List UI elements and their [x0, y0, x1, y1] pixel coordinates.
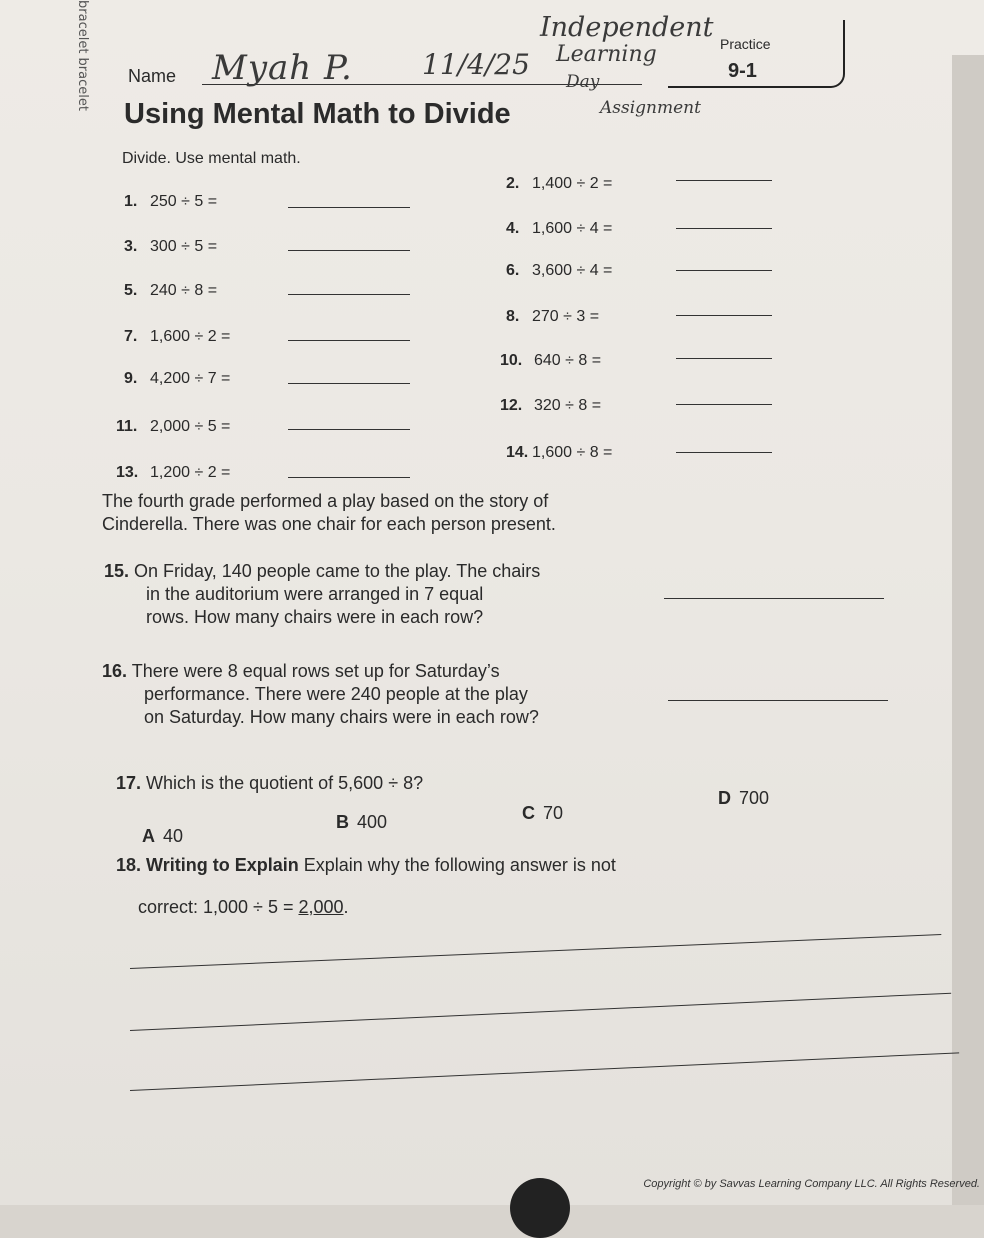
question-text: There were 8 equal rows set up for Saturday’s — [131, 661, 500, 681]
choice-value: 70 — [543, 803, 564, 823]
problem-expression: 320 ÷ 8 = — [534, 397, 602, 414]
problem-expression: 1,600 ÷ 4 = — [532, 220, 613, 237]
date-value: 11/4/25 — [422, 48, 530, 81]
choice-value: 400 — [357, 812, 388, 832]
problem-expression: 250 ÷ 5 = — [150, 193, 218, 210]
handwritten-note: Independent — [540, 12, 714, 43]
problem-4 — [506, 220, 612, 238]
practice-label: Practice — [720, 36, 771, 52]
answer-blank[interactable] — [288, 383, 410, 384]
problem-expression: 1,600 ÷ 2 = — [150, 328, 231, 345]
question-text: Which is the quotient of 5,600 ÷ 8? — [146, 773, 424, 793]
problem-number: 4. — [506, 220, 520, 237]
answer-blank[interactable] — [676, 404, 772, 405]
answer-blank[interactable] — [288, 250, 410, 251]
equation-text: correct: 1,000 ÷ 5 = — [138, 897, 299, 917]
choice-a[interactable] — [142, 826, 183, 847]
lesson-label: 9-1 — [728, 60, 757, 82]
problem-2 — [506, 175, 612, 193]
answer-blank[interactable] — [676, 315, 772, 316]
problem-9 — [124, 370, 230, 388]
problem-number: 10. — [500, 352, 523, 369]
answer-blank[interactable] — [288, 294, 410, 295]
choice-d[interactable] — [718, 788, 769, 809]
problem-8 — [506, 308, 599, 326]
question-text: rows. How many chairs were in each row? — [146, 607, 484, 627]
problem-10 — [500, 352, 601, 370]
story-intro — [102, 490, 556, 536]
problem-number: 12. — [500, 397, 523, 414]
problem-6 — [506, 262, 612, 280]
problem-number: 7. — [124, 328, 138, 345]
question-number: 16. — [102, 661, 128, 681]
question-number: 18. — [116, 855, 142, 875]
question-number: 15. — [104, 561, 130, 581]
problem-12 — [500, 397, 601, 415]
choice-letter: C — [522, 803, 535, 823]
question-heading: Writing to Explain — [146, 855, 299, 875]
problem-number: 8. — [506, 308, 520, 325]
problem-number: 1. — [124, 193, 138, 210]
incorrect-answer: 2,000 — [298, 897, 344, 917]
page-title: Using Mental Math to Divide — [124, 98, 511, 130]
answer-blank[interactable] — [288, 207, 410, 208]
choice-letter: B — [336, 812, 349, 832]
problem-expression: 1,600 ÷ 8 = — [532, 444, 613, 461]
choice-value: 40 — [163, 826, 184, 846]
choice-letter: A — [142, 826, 155, 846]
handwritten-note: Learning — [556, 42, 657, 67]
problem-expression: 1,200 ÷ 2 = — [150, 464, 231, 481]
problem-1 — [124, 193, 217, 211]
answer-blank[interactable] — [676, 452, 772, 453]
problem-expression: 640 ÷ 8 = — [534, 352, 602, 369]
problem-number: 13. — [116, 464, 139, 481]
problem-3 — [124, 238, 217, 256]
problem-expression: 3,600 ÷ 4 = — [532, 262, 613, 279]
problem-number: 3. — [124, 238, 138, 255]
student-name: Myah P. — [212, 48, 353, 88]
question-text: on Saturday. How many chairs were in each row? — [144, 707, 539, 727]
question-number: 17. — [116, 773, 142, 793]
directions: Divide. Use mental math. — [122, 150, 301, 167]
question-text: Explain why the following answer is not — [303, 855, 616, 875]
choice-c[interactable] — [522, 803, 563, 824]
handwritten-note: Day — [566, 72, 600, 92]
question-18-line2 — [138, 896, 349, 919]
problem-13 — [116, 464, 230, 482]
question-15 — [104, 560, 540, 629]
equation-punct: . — [343, 897, 349, 917]
binder-hole — [510, 1178, 570, 1238]
problem-expression: 1,400 ÷ 2 = — [532, 175, 613, 192]
copyright-text: Copyright © by Savvas Learning Company LLC. All Rights Reserved. — [643, 1178, 980, 1190]
answer-blank[interactable] — [288, 429, 410, 430]
answer-blank[interactable] — [664, 598, 884, 599]
margin-doodle: bracelet bracelet — [75, 0, 90, 111]
question-16 — [102, 660, 539, 729]
explanation-line[interactable] — [130, 993, 951, 1031]
problem-number: 11. — [116, 418, 138, 435]
problem-number: 5. — [124, 282, 138, 299]
question-text: On Friday, 140 people came to the play. The chairs — [134, 561, 541, 581]
problem-14 — [506, 444, 612, 462]
choice-b[interactable] — [336, 812, 387, 833]
problem-7 — [124, 328, 230, 346]
problem-expression: 270 ÷ 3 = — [532, 308, 600, 325]
answer-blank[interactable] — [676, 180, 772, 181]
problem-number: 6. — [506, 262, 520, 279]
problem-11 — [116, 418, 230, 436]
problem-5 — [124, 282, 217, 300]
question-17 — [116, 772, 423, 795]
choice-value: 700 — [739, 788, 770, 808]
problem-expression: 2,000 ÷ 5 = — [150, 418, 231, 435]
handwritten-note: Assignment — [600, 98, 701, 118]
answer-blank[interactable] — [288, 340, 410, 341]
page-edge-shadow — [952, 55, 984, 1205]
question-text: in the auditorium were arranged in 7 equal — [146, 584, 484, 604]
problem-expression: 240 ÷ 8 = — [150, 282, 218, 299]
answer-blank[interactable] — [676, 358, 772, 359]
problem-expression: 4,200 ÷ 7 = — [150, 370, 231, 387]
answer-blank[interactable] — [668, 700, 888, 701]
question-text: performance. There were 240 people at the play — [144, 684, 528, 704]
problem-number: 9. — [124, 370, 138, 387]
question-18 — [116, 854, 616, 877]
answer-blank[interactable] — [288, 477, 410, 478]
answer-blank[interactable] — [676, 270, 772, 271]
story-line: Cinderella. There was one chair for each person present. — [102, 514, 556, 534]
problem-expression: 300 ÷ 5 = — [150, 238, 218, 255]
answer-blank[interactable] — [676, 228, 772, 229]
explanation-line[interactable] — [130, 1052, 959, 1091]
name-label: Name — [128, 66, 177, 86]
explanation-line[interactable] — [130, 934, 941, 969]
problem-number: 14. — [506, 444, 529, 461]
story-line: The fourth grade performed a play based on the story of — [102, 491, 549, 511]
problem-number: 2. — [506, 175, 520, 192]
choice-letter: D — [718, 788, 731, 808]
